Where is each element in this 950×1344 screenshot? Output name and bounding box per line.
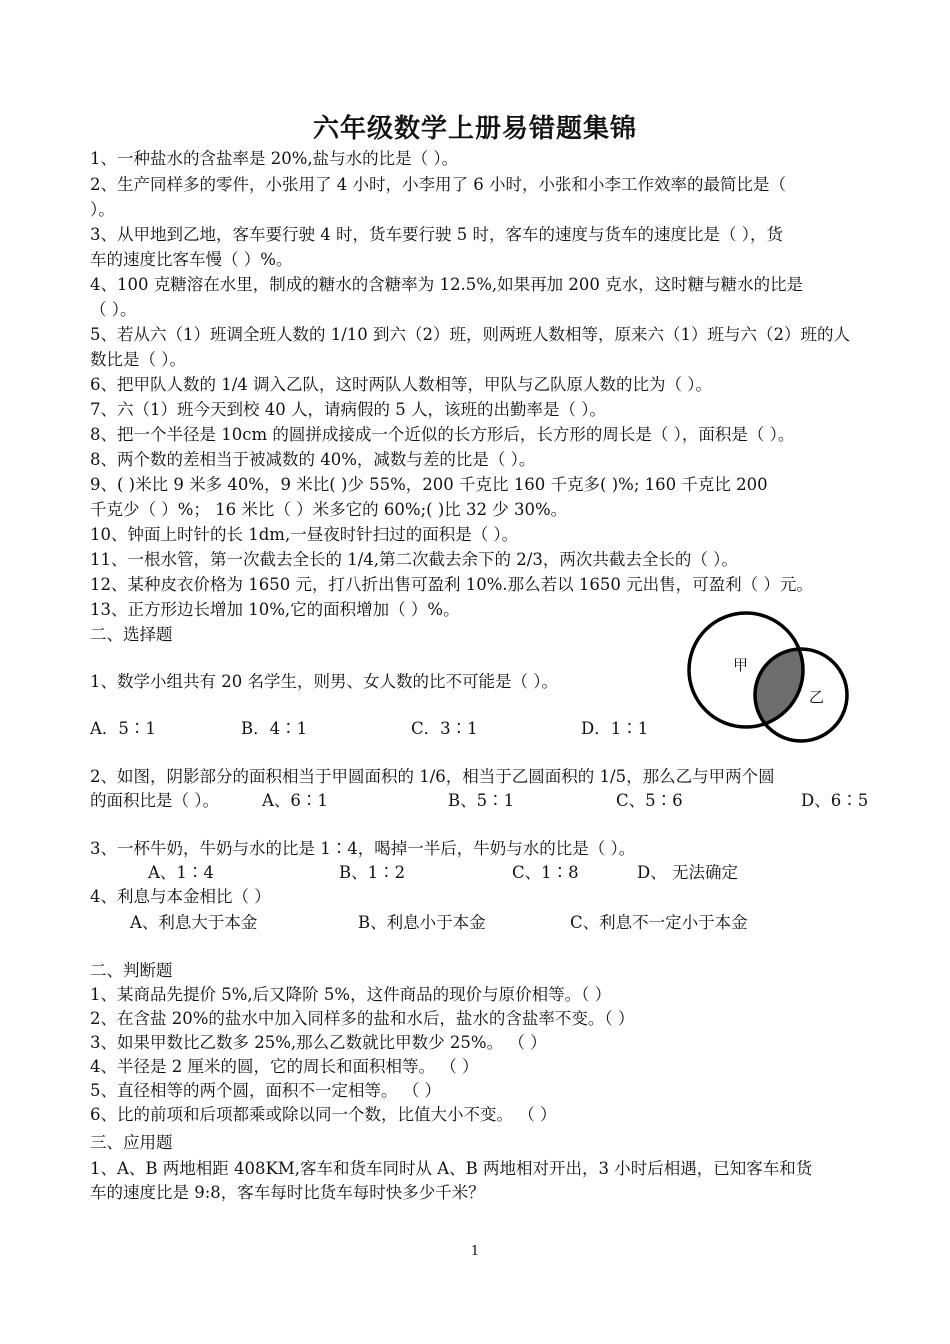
section-heading-judge: 二、判断题 [90, 961, 173, 980]
page-title: 六年级数学上册易错题集锦 [312, 114, 637, 144]
section-heading-choice: 二、选择题 [90, 625, 173, 644]
venn-label-yi: 乙 [809, 688, 825, 706]
judge-item: 6、比的前项和后项都乘或除以同一个数，比值大小不变。 （ ） [90, 1105, 557, 1124]
fill-line: 13、正方形边长增加 10%,它的面积增加（ ）%。 [90, 600, 460, 619]
fill-line: 11、一根水管，第一次截去全长的 1/4,第二次截去余下的 2/3，两次共截去全长的（ ）。 [90, 550, 738, 569]
choice-option: A、6∶1 [262, 791, 328, 810]
choice-option: B、利息小于本金 [358, 913, 486, 932]
judge-item: 5、直径相等的两个圆，面积不一定相等。 （ ） [90, 1081, 441, 1100]
choice-question: 3、一杯牛奶，牛奶与水的比是 1∶4，喝掉一半后，牛奶与水的比是（ ）。 [90, 839, 636, 858]
fill-line: 数比是（ ）。 [90, 350, 186, 369]
fill-line: 8、两个数的差相当于被减数的 40%，减数与差的比是（ ）。 [90, 450, 536, 469]
judge-item: 4、半径是 2 厘米的圆，它的周长和面积相等。 （ ） [90, 1057, 479, 1076]
choice-option: C．3∶1 [411, 719, 478, 738]
judge-item: 3、如果甲数比乙数多 25%,那么乙数就比甲数少 25%。 （ ） [90, 1033, 547, 1052]
choice-option: D、6∶5 [801, 791, 869, 810]
fill-line: 7、六（1）班今天到校 40 人，请病假的 5 人，该班的出勤率是（ ）。 [90, 400, 606, 419]
section-heading-applied: 三、应用题 [90, 1133, 173, 1152]
fill-line: 5、若从六（1）班调全班人数的 1/10 到六（2）班，则两班人数相等，原来六（1）班与六（2）班的人 [90, 325, 851, 344]
choice-option: B、1∶2 [339, 863, 406, 882]
choice-question: 1、数学小组共有 20 名学生，则男、女人数的比不可能是（ ）。 [90, 672, 558, 691]
fill-line: 2、生产同样多的零件，小张用了 4 小时，小李用了 6 小时，小张和小李工作效率的最简比是（ [90, 175, 786, 194]
fill-line: 6、把甲队人数的 1/4 调入乙队，这时两队人数相等，甲队与乙队原人数的比为（ ）。 [90, 375, 713, 394]
choice-option: A、1∶4 [148, 863, 214, 882]
fill-line: 车的速度比客车慢（ ）%。 [90, 250, 293, 269]
venn-diagram [683, 608, 863, 748]
choice-question: 2、如图，阴影部分的面积相当于甲圆面积的 1/6，相当于乙圆面积的 1/5，那么乙与甲两个圆 [90, 767, 775, 786]
choice-question: 的面积比是（ ）。 [90, 791, 219, 810]
judge-item: 2、在含盐 20%的盐水中加入同样多的盐和水后，盐水的含盐率不变。（ ） [90, 1009, 635, 1028]
fill-line: 1、一种盐水的含盐率是 20%,盐与水的比是（ ）。 [90, 149, 459, 168]
choice-option: A．5∶1 [90, 719, 156, 738]
applied-question: 1、A、B 两地相距 408KM,客车和货车同时从 A、B 两地相对开出，3 小时后相遇，已知客车和货 [90, 1159, 813, 1178]
choice-option: C、利息不一定小于本金 [570, 913, 748, 932]
choice-question: 4、利息与本金相比（ ） [90, 887, 271, 906]
choice-option: C、1∶8 [512, 863, 579, 882]
fill-line: 8、把一个半径是 10cm 的圆拼成接成一个近似的长方形后，长方形的周长是（ ），面积是（ ）。 [90, 425, 795, 444]
applied-question: 车的速度比是 9:8，客车每时比货车每时快多少千米？ [90, 1183, 485, 1202]
fill-line: 4、100 克糖溶在水里，制成的糖水的含糖率为 12.5%,如果再加 200 克水，这时糖与糖水的比是 [90, 275, 804, 294]
choice-option: C、5∶6 [616, 791, 683, 810]
choice-option: D．1∶1 [581, 719, 649, 738]
choice-option: B．4∶1 [241, 719, 308, 738]
choice-option: B、5∶1 [448, 791, 515, 810]
fill-line: 千克少（ ）%； 16 米比（ ）米多它的 60%;( )比 32 少 30%。 [90, 500, 568, 519]
page-number: 1 [470, 1244, 480, 1259]
fill-line: 10、钟面上时针的长 1dm,一昼夜时针扫过的面积是（ ）。 [90, 525, 519, 544]
fill-line: （ ）。 [90, 300, 137, 319]
fill-line: 12、某种皮衣价格为 1650 元，打八折出售可盈利 10%.那么若以 1650 元出售，可盈利（ ）元。 [90, 575, 813, 594]
choice-option: A、利息大于本金 [130, 913, 258, 932]
judge-item: 1、某商品先提价 5%,后又降阶 5%，这件商品的现价与原价相等。（ ） [90, 985, 612, 1004]
fill-line: 9、( )米比 9 米多 40%，9 米比( )少 55%，200 千克比 160 千克多( )%; 160 千克比 200 [90, 475, 768, 494]
fill-line: ）。 [90, 200, 115, 219]
choice-option: D、 无法确定 [637, 863, 738, 882]
fill-line: 3、从甲地到乙地，客车要行驶 4 时，货车要行驶 5 时，客车的速度与货车的速度比是（ ），货 [90, 225, 783, 244]
venn-label-jia: 甲 [733, 656, 749, 674]
